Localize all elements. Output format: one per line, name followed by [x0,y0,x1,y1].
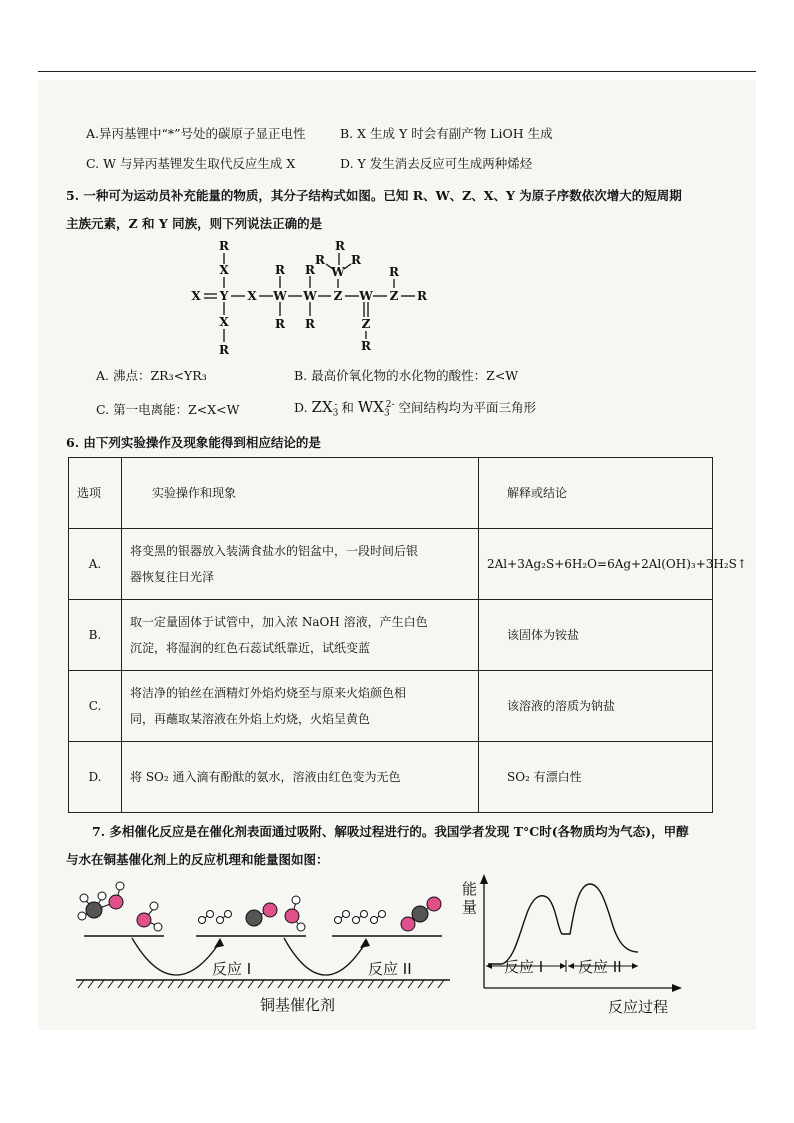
q5-option-d-suffix: 空间结构均为平面三角形 [394,400,536,415]
row-operation [122,742,479,813]
struct-r-z-down: R [361,339,371,353]
molecular-structure [180,236,450,358]
struct-r-wtop-up: R [335,239,345,253]
hydrogen-atom [353,917,360,924]
experiment-table [68,457,747,813]
hydrogen-atom [154,923,162,931]
struct-x-chain: X [247,289,257,303]
struct-x-left: X [191,289,201,303]
oxygen-atom [109,895,123,909]
struct-r-w2-up: R [305,263,315,277]
q5-stem-line1: 5. 一种可为运动员补充能量的物质，其分子结构式如图。已知 R、W、Z、X、Y 为原子序数依次增大的短周期 [66,188,682,203]
struct-r-w1-down: R [275,317,285,331]
table-row [69,742,713,813]
header-option: 选项 [69,458,122,529]
struct-w1: W [273,289,287,303]
carbon-atom [86,902,102,918]
row-operation-line1: 将洁净的铂丝在酒精灯外焰灼烧至与原来火焰颜色相 [130,686,407,700]
header-operation: 实验操作和现象 [122,458,479,529]
hydrogen-atom [225,911,232,918]
row-option: A. [69,529,122,600]
oxygen-atom [285,909,299,923]
row-operation [122,529,479,600]
struct-z1: Z [333,289,343,303]
row-operation-line2: 沉淀，将湿润的红色石蕊试纸靠近，试纸变蓝 [130,641,371,655]
struct-r-down1: R [219,343,229,357]
oxygen-atom [263,903,277,917]
oxygen-atom [401,917,415,931]
ion-wx3: WX [357,398,384,416]
mechanism-diagram [74,870,452,1018]
ion-zx3-sup: - [334,399,338,410]
row-conclusion: SO₂ 有漂白性 [479,742,713,813]
q5-option-d-and: 和 [337,400,358,415]
row-conclusion: 2Al+3Ag₂S+6H₂O=6Ag+2Al(OH)₃+3H₂S↑ [479,529,713,600]
struct-r-w2-down: R [305,317,315,331]
carbon-atom [412,906,428,922]
q4-option-d: D. Y 发生消去反应可生成两种烯烃 [340,156,533,171]
hydrogen-atom [379,911,386,918]
q6-stem: 6. 由下列实验操作及现象能得到相应结论的是 [66,435,321,450]
q5-option-b: B. 最高价氧化物的水化物的酸性：Z<W [294,368,519,383]
struct-r-z2-up: R [389,265,399,279]
row-operation [122,671,479,742]
row-operation-line2: 同，再蘸取某溶液在外焰上灼烧，火焰呈黄色 [130,712,371,726]
row-option: B. [69,600,122,671]
hydrogen-atom [207,911,214,918]
header-rule [38,71,756,72]
q5-stem-line2: 主族元素，Z 和 Y 同族，则下列说法正确的是 [66,216,323,231]
carbon-atom [246,910,262,926]
energy-curve [488,884,638,964]
q4-option-c: C. W 与异丙基锂发生取代反应生成 X [86,156,296,171]
ion-zx3: ZX [311,398,333,416]
q5-option-c: C. 第一电离能：Z<X<W [96,402,240,417]
q4-option-a: A.异丙基锂中“*”号处的碳原子显正电性 [86,126,306,141]
struct-y: Y [219,289,229,303]
struct-z2: Z [389,289,399,303]
struct-w-top: W [331,265,345,279]
hydrogen-atom [98,892,106,900]
hydrogen-atom [343,911,350,918]
energy-reaction2-label: 反应 II [578,958,622,976]
row-operation-line2: 器恢复往日光泽 [130,570,215,584]
catalyst-label: 铜基催化剂 [260,996,336,1014]
hydrogen-atom [335,917,342,924]
hydrogen-atom [292,896,300,904]
row-operation [122,600,479,671]
ion-wx3-sup: 2- [385,399,395,410]
row-conclusion: 该溶液的溶质为钠盐 [479,671,713,742]
q7-stem-line2: 与水在铜基催化剂上的反应机理和能量图如图： [66,852,329,867]
energy-ylabel-1: 能 [462,880,478,898]
q5-option-d [294,398,536,419]
struct-x-down: X [219,315,229,329]
row-option: D. [69,742,122,813]
row-operation-line1: 取一定量固体于试管中，加入浓 NaOH 溶液，产生白色 [130,615,428,629]
struct-r-end: R [417,289,427,303]
struct-w2: W [303,289,317,303]
ion-zx3-sub: 3 [332,408,339,419]
mech-reaction1-label: 反应 I [212,960,252,978]
hydrogen-atom [116,882,124,890]
q7-stem-line1: 7. 多相催化反应是在催化剂表面通过吸附、解吸过程进行的。我国学者发现 T°C时(各物质均为气态)，甲醇 [92,824,689,839]
table-row [69,600,713,671]
hydrogen-atom [80,894,88,902]
struct-x-up: X [219,263,229,277]
energy-reaction1-label: 反应 I [504,958,544,976]
struct-r-wtop-right: R [351,253,361,267]
row-operation-line1: 将 SO₂ 通入滴有酚酞的氨水，溶液由红色变为无色 [130,770,401,784]
struct-w3: W [359,289,373,303]
hydrogen-atom [78,912,86,920]
struct-r-w1-up: R [275,263,285,277]
row-operation-line1: 将变黑的银器放入装满食盐水的铝盆中，一段时间后银 [130,544,419,558]
struct-r-wtop-left: R [315,253,325,267]
table-row [69,529,713,600]
struct-r-up1: R [219,239,229,253]
ion-wx3-sub: 3 [383,408,390,419]
hydrogen-atom [361,911,368,918]
hydrogen-atom [150,902,158,910]
q4-option-b: B. X 生成 Y 时会有副产物 LiOH 生成 [340,126,553,141]
hydrogen-atom [371,917,378,924]
oxygen-atom [137,913,151,927]
mech-reaction2-label: 反应 II [368,960,412,978]
q5-option-d-prefix: D. [294,400,312,415]
struct-z-down: Z [361,317,371,331]
energy-ylabel-2: 量 [462,898,478,916]
hydrogen-atom [297,923,305,931]
q5-option-a: A. 沸点：ZR₃<YR₃ [96,368,207,383]
header-conclusion: 解释或结论 [479,458,713,529]
hydrogen-atom [199,917,206,924]
table-row [69,671,713,742]
hydrogen-atom [217,917,224,924]
oxygen-atom [427,897,441,911]
table-header-row [69,458,713,529]
row-option: C. [69,671,122,742]
energy-diagram [460,872,690,1020]
row-conclusion: 该固体为铵盐 [479,600,713,671]
energy-xlabel: 反应过程 [608,998,669,1016]
